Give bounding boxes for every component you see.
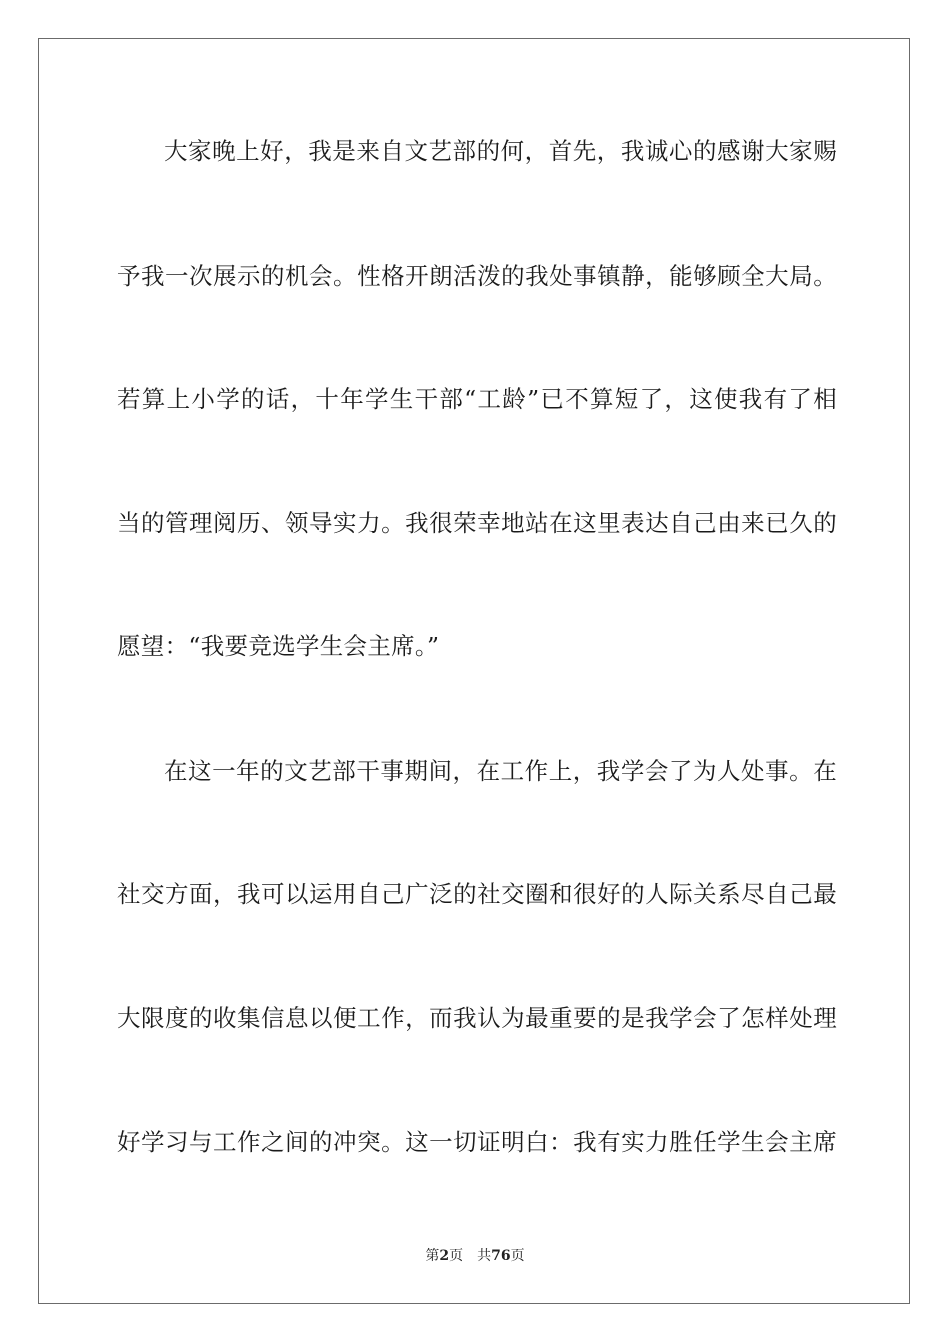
footer-page-suffix: 页 — [449, 1248, 464, 1264]
paragraph-1-line-1: 大家晚上好，我是来自文艺部的何，首先，我诚心的感谢大家赐 — [164, 137, 837, 165]
footer-page-number: 2 — [439, 1248, 450, 1264]
paragraph-1-line-5: 愿望：“我要竞选学生会主席。” — [117, 632, 440, 660]
paragraph-2-line-3: 大限度的收集信息以便工作，而我认为最重要的是我学会了怎样处理 — [117, 1004, 837, 1032]
paragraph-2-line-2: 社交方面，我可以运用自己广泛的社交圈和很好的人际关系尽自己最 — [117, 880, 837, 908]
paragraph-2-line-1: 在这一年的文艺部干事期间，在工作上，我学会了为人处事。在 — [164, 757, 837, 785]
footer-total-suffix: 页 — [510, 1248, 525, 1264]
paragraph-1-line-3: 若算上小学的话，十年学生干部“工龄”已不算短了，这使我有了相 — [117, 385, 837, 413]
footer-total-prefix: 共 — [477, 1248, 492, 1264]
paragraph-1-line-4: 当的管理阅历、领导实力。我很荣幸地站在这里表达自己由来已久的 — [117, 509, 837, 537]
footer-page-prefix: 第 — [425, 1248, 440, 1264]
footer-total-pages: 76 — [491, 1248, 511, 1264]
paragraph-2-line-4: 好学习与工作之间的冲突。这一切证明白：我有实力胜任学生会主席 — [117, 1128, 837, 1156]
page-border — [38, 38, 910, 1304]
paragraph-1-line-2: 予我一次展示的机会。性格开朗活泼的我处事镇静，能够顾全大局。 — [117, 262, 837, 290]
page-footer — [0, 1247, 950, 1265]
